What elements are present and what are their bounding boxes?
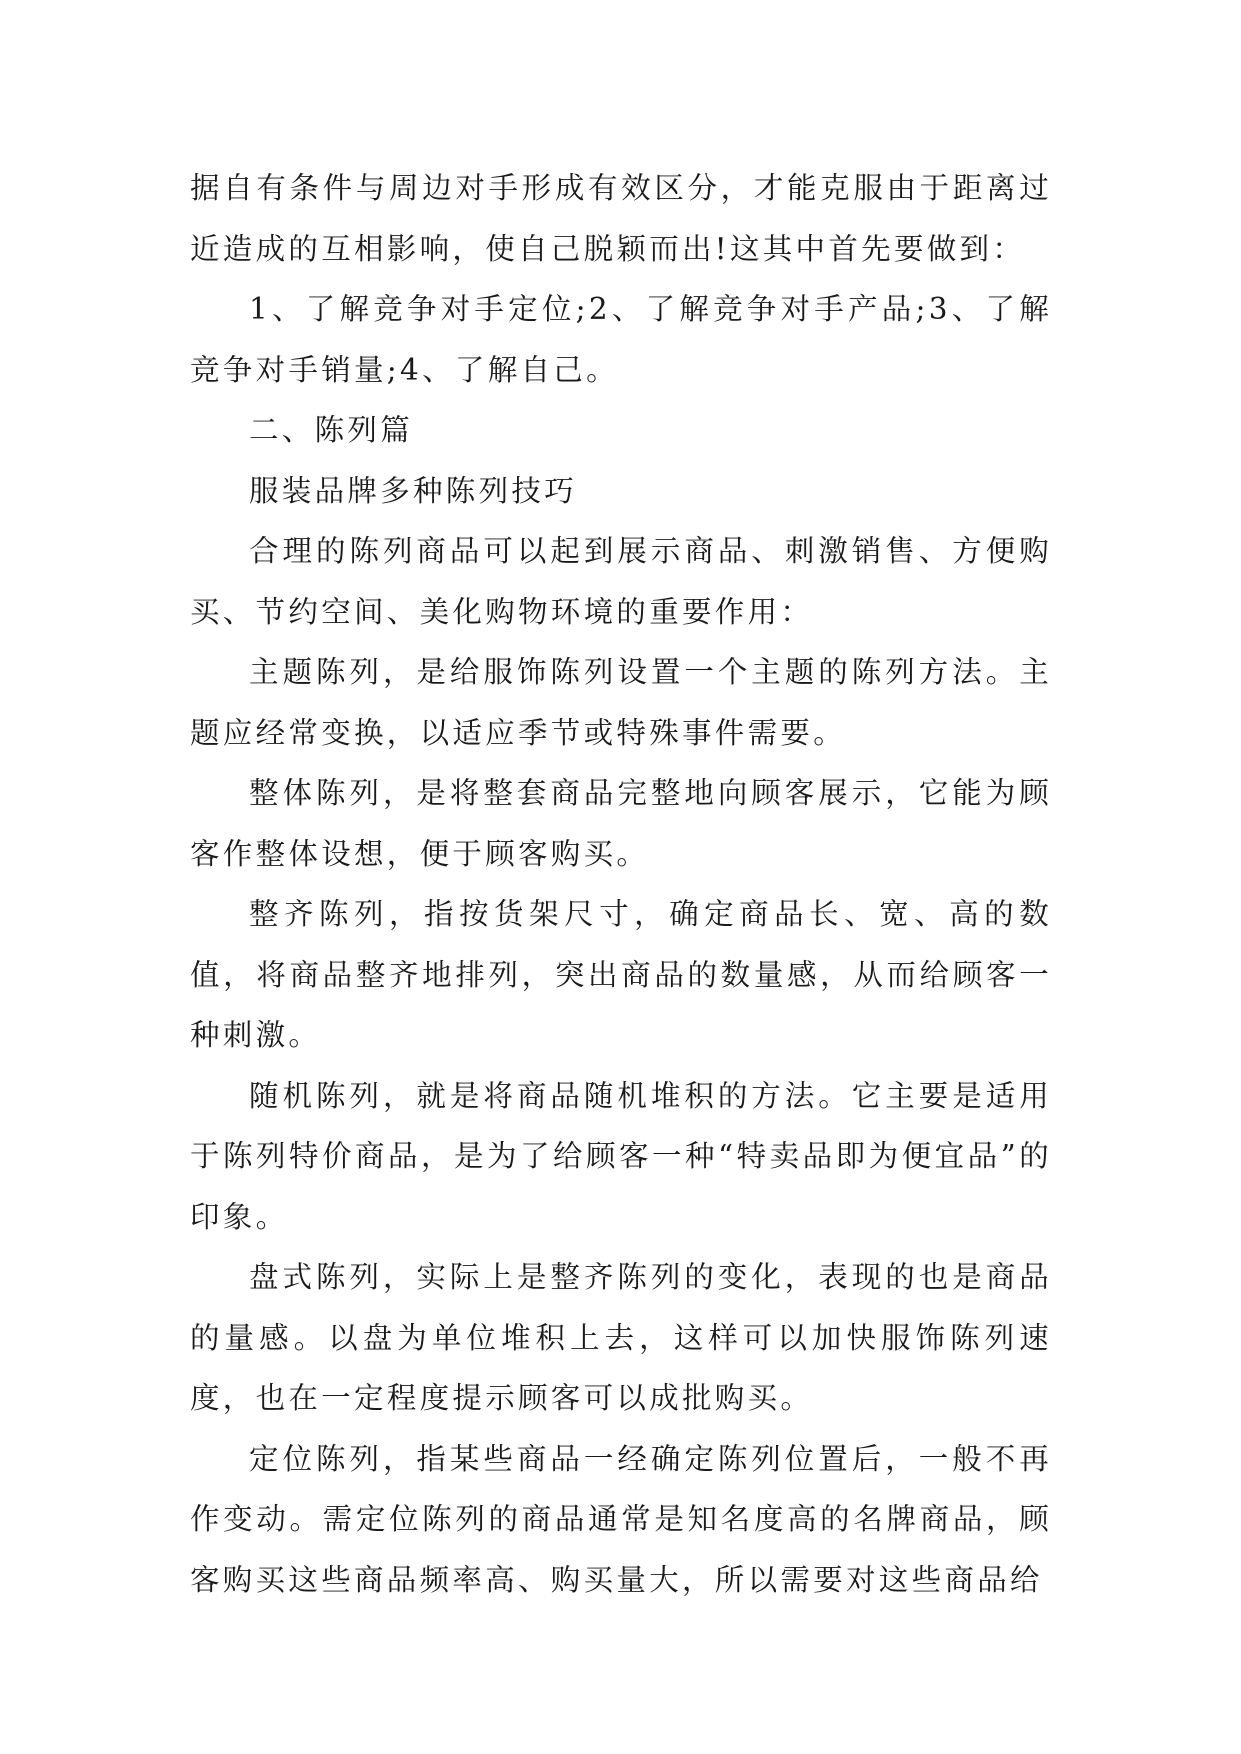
document-page <box>190 158 1052 1610</box>
subsection-heading: 服装品牌多种陈列技巧 <box>249 473 578 508</box>
paragraph-list-items: 1、了解竞争对手定位;2、了解竞争对手产品;3、了解竞争对手销量;4、了解自己。 <box>190 292 1052 387</box>
paragraph-neat-display: 整齐陈列，指按货架尺寸，确定商品长、宽、高的数值，将商品整齐地排列，突出商品的数量感，从而给顾客一种刺激。 <box>190 897 1052 1052</box>
paragraph-random-display: 随机陈列，就是将商品随机堆积的方法。它主要是适用于陈列特价商品，是为了给顾客一种“特卖品即为便宜品”的印象。 <box>190 1078 1052 1234</box>
paragraph-whole-display: 整体陈列，是将整套商品完整地向顾客展示，它能为顾客作整体设想，便于顾客购买。 <box>190 776 1052 871</box>
paragraph-tray-display: 盘式陈列，实际上是整齐陈列的变化，表现的也是商品的量感。以盘为单位堆积上去，这样可以加快服饰陈列速度，也在一定程度提示顾客可以成批购买。 <box>190 1260 1052 1415</box>
paragraph-intro: 合理的陈列商品可以起到展示商品、刺激销售、方便购买、节约空间、美化购物环境的重要作用： <box>190 534 1052 629</box>
section-heading: 二、陈列篇 <box>249 413 414 447</box>
paragraph-theme-display: 主题陈列，是给服饰陈列设置一个主题的陈列方法。主题应经常变换，以适应季节或特殊事件需要。 <box>190 655 1052 750</box>
paragraph-fixed-display: 定位陈列，指某些商品一经确定陈列位置后，一般不再作变动。需定位陈列的商品通常是知名度高的名牌商品，顾客购买这些商品频率高、购买量大，所以需要对这些商品给 <box>190 1441 1052 1597</box>
paragraph-continuation: 据自有条件与周边对手形成有效区分，才能克服由于距离过近造成的互相影响，使自己脱颖而出!这其中首先要做到： <box>190 171 1052 266</box>
